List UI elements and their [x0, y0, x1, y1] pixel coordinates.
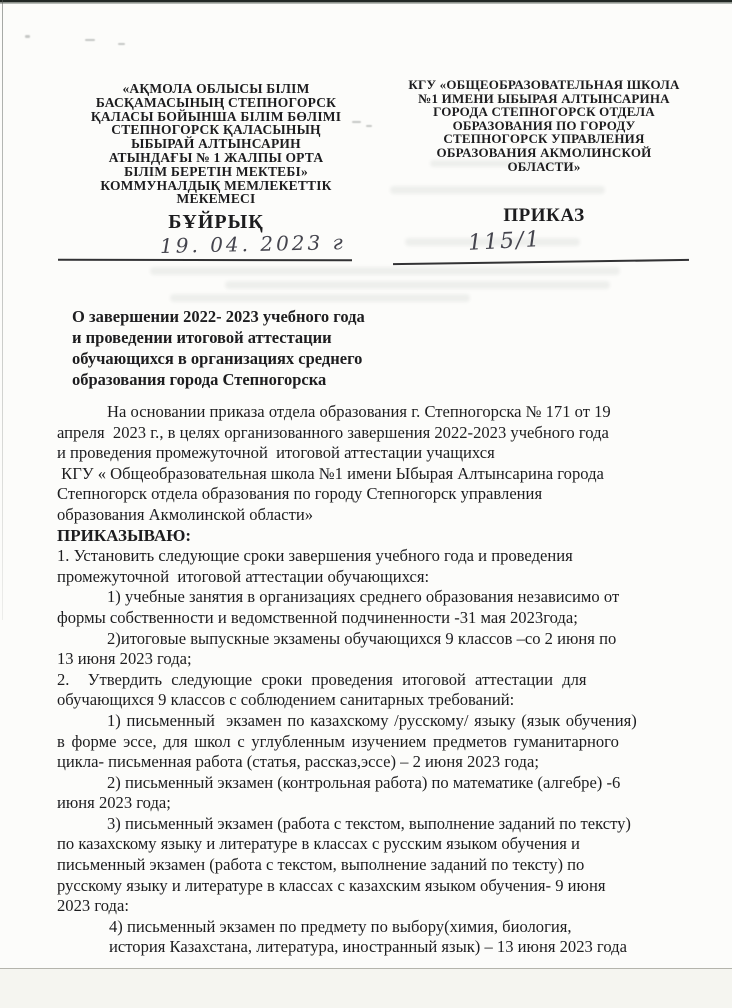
- body-text-line: 3) письменный экзамен (работа с текстом, выполнение заданий по тексту): [107, 813, 631, 833]
- body-text-line: ПРИКАЗЫВАЮ:: [57, 525, 192, 545]
- order-title-line: обучающихся в организациях среднего: [72, 349, 363, 368]
- org-name-line: ОБРАЗОВАНИЯ АКМОЛИНСКОЙ: [436, 144, 652, 160]
- body-text-line: июня 2023 года;: [57, 793, 171, 813]
- org-name-line: СТЕПНОГОРСК УПРАВЛЕНИЯ: [443, 131, 645, 147]
- date-underline: [58, 259, 352, 261]
- org-name-line: МЕКЕМЕСІ: [176, 191, 256, 207]
- org-name-line: БІЛІМ БЕРЕТІН МЕКТЕБІ»: [124, 163, 308, 179]
- scan-speck: [118, 43, 125, 45]
- org-name-line: КОММУНАЛДЫҚ МЕМЛЕКЕТТІК: [100, 177, 332, 193]
- body-text-line: обучающихся 9 классов с соблюдением санитарных требований:: [57, 690, 515, 710]
- org-name-line: КГУ «ОБЩЕОБРАЗОВАТЕЛЬНАЯ ШКОЛА: [408, 77, 680, 92]
- bleed-through-artifact: [225, 281, 610, 289]
- body-text-line: промежуточной итоговой аттестации обучающихся:: [57, 566, 430, 586]
- body-text-line: 1) письменный экзамен по казахскому /русскому/ языку (язык обучения): [107, 710, 637, 730]
- body-text-line: 1. Установить следующие сроки завершения учебного года и проведения: [57, 546, 573, 566]
- body-text-line: история Казахстана, литература, иностранный язык) – 13 июня 2023 года: [109, 937, 627, 957]
- org-name-line: ОБРАЗОВАНИЯ ПО ГОРОДУ: [452, 117, 636, 133]
- body-text-line: На основании приказа отдела образования г. Степногорска № 171 от 19: [107, 402, 611, 421]
- bleed-through-artifact: [150, 267, 620, 275]
- body-text-line: и проведения промежуточной итоговой аттестации учащихся: [57, 443, 495, 463]
- order-title-line: образования города Степногорска: [72, 370, 327, 389]
- org-name-line: АТЫНДАҒЫ № 1 ЖАЛПЫ ОРТА: [108, 149, 324, 165]
- scan-edge-left: [2, 0, 3, 620]
- org-name-line: ЫБЫРАЙ АЛТЫНСАРИН: [131, 136, 301, 152]
- letterhead-left-kazakh: [62, 82, 370, 206]
- body-text-line: по казахскому языку и литературе в классах с русским языком обучения и: [57, 834, 580, 854]
- org-name-line: №1 ИМЕНИ ЫБЫРАЯ АЛТЫНСАРИНА: [418, 90, 670, 106]
- body-text-line: КГУ « Общеобразовательная школа №1 имени Ыбырая Алтынсарина города: [57, 463, 604, 483]
- body-text-line: письменный экзамен (работа с текстом, выполнение заданий по тексту) по: [57, 855, 585, 875]
- org-name-line: ҚАЛАСЫ БОЙЫНША БІЛІМ БӨЛІМІ: [90, 108, 342, 124]
- scan-speck: [85, 39, 95, 41]
- body-text-line: апреля 2023 г., в целях организованного завершения 2022-2023 учебного года: [57, 422, 609, 442]
- bleed-through-artifact: [390, 186, 605, 194]
- order-body: [57, 402, 702, 958]
- body-text-line: 2) письменный экзамен (контрольная работа) по математике (алгебре) -6: [107, 772, 621, 792]
- org-name-line: ГОРОДА СТЕПНОГОРСК ОТДЕЛА: [433, 104, 655, 120]
- body-text-line: 2)итоговые выпускные экзамены обучающихся 9 классов –со 2 июня по: [107, 628, 617, 648]
- body-text-line: русскому языку и литературе в классах с казахским языком обучения- 9 июня: [57, 875, 606, 895]
- body-text-line: цикла- письменная работа (статья, рассказ,эссе) – 2 июня 2023 года;: [57, 752, 539, 772]
- doc-type-russian: ПРИКАЗ: [503, 205, 585, 226]
- body-text-line: 2023 года:: [57, 896, 129, 916]
- body-text-line: 13 июня 2023 года;: [57, 649, 192, 669]
- order-title-line: О завершении 2022- 2023 учебного года: [72, 307, 365, 326]
- bleed-through-artifact: [170, 294, 470, 302]
- scan-speck: [25, 35, 30, 38]
- body-text-line: 2. Утвердить следующие сроки проведения итоговой аттестации для: [57, 669, 587, 689]
- body-text-line: 1) учебные занятия в организациях среднего образования независимо от: [107, 587, 620, 607]
- org-name-line: СТЕПНОГОРСК ҚАЛАСЫНЫҢ: [111, 122, 321, 138]
- scan-area-below-page: [0, 969, 732, 1008]
- order-title-line: и проведении итоговой аттестации: [72, 328, 332, 347]
- org-name-line: БАСҚАМАСЫНЫҢ СТЕПНОГОРСК: [95, 94, 337, 110]
- order-number-underline: [393, 259, 689, 265]
- org-name-line: «АҚМОЛА ОБЛЫСЫ БІЛІМ: [122, 81, 310, 96]
- letterhead-right-russian: [385, 78, 703, 173]
- scan-edge-top: [0, 0, 732, 4]
- body-text-line: 4) письменный экзамен по предмету по выбору(химия, биология,: [109, 916, 572, 936]
- handwritten-date: 19. 04. 2023 г: [159, 230, 346, 258]
- body-text-line: Степногорск отдела образования по городу Степногорск управления: [57, 484, 543, 504]
- org-name-line: ОБЛАСТИ»: [507, 158, 581, 174]
- body-text-line: образования Акмолинской области»: [57, 504, 314, 524]
- body-text-line: формы собственности и ведомственной подчиненности -31 мая 2023года;: [57, 607, 578, 627]
- doc-type-kazakh: БҰЙРЫҚ: [168, 211, 264, 233]
- handwritten-order-number: 115/1: [467, 227, 543, 256]
- body-text-line: в форме эссе, для школ с углубленным изучением предметов гуманитарного: [57, 731, 619, 751]
- order-title: [72, 306, 492, 390]
